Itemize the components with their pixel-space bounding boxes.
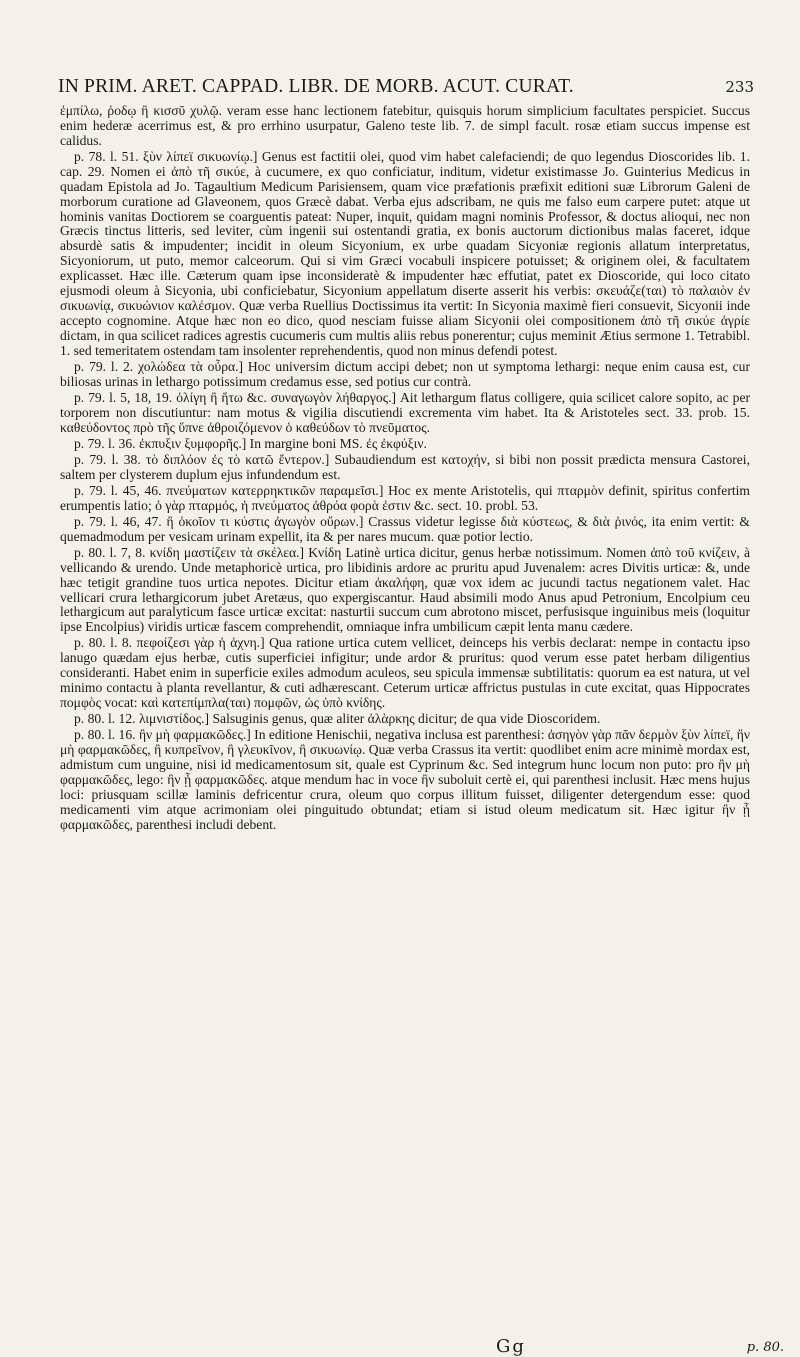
running-head <box>58 76 754 98</box>
note-entry-p80-l8: p. 80. l. 8. πεφοίζεσι γὰρ ἡ ἀχνη.] Qua ratione urtica cutem vellicet, deinceps his verbis declarat: nempe in contactu ipso lanugo quædam ejus herbæ, cutis superficiei infigitur; unde ardor & pruritus: quod verum esse patet herbam diligentius consideranti. Habet enim in superficie exiles admodum aculeos, seu spicula immensæ subtilitatis: quorum ea est natura, ut vel minimo contactu à planta revellantur, & cuti adhærescant. Ceterum urticæ affrictus pustulas in cute excitat, quas Hippocrates πομφὸς vocat: καὶ κατεπίμπλα(ται) πομφῶν, ὡς ὑπὸ κνίδης. <box>60 635 750 711</box>
page-number: 233 <box>725 78 754 96</box>
commentary-body <box>60 104 750 834</box>
note-entry-p80-l16: p. 80. l. 16. ἢν μὴ φαρμακῶδες.] In editione Henischii, negativa inclusa est parenthesi: ἀσηγὸν γὰρ πᾶν δερμὸν ξὺν λίπεϊ, ἢν μὴ φαρμακῶδες, ἢ κυπρεῖνον, ἢ γλευκῖνον, ἢ σικυωνίῳ. Quæ verba Crassus ita vertit: quodlibet enim acre minimè mordax est, admistum cum unguine, nisi id medicamentosum sit, quale est Cyprinum &c. Sed integrum hunc locum non puto: pro ἢν μὴ φαρμακῶδες, lego: ἢν ᾖ φαρμακῶδες. atque mendum hac in voce ἢν suboluit certè ei, qui parenthesi inclusit. Hæc mens hujus loci: priusquam scillæ laminis defricentur crura, oleum quo corpus illitum fuisset, diligenter detergendum esse: quod medicamenti vim atque acrimoniam olei pinguitudo obtundat; etiam si istud oleum medicatum sit. Hæc igitur ἢν ᾖ φαρμακῶδες, parenthesi includi debent. <box>60 727 751 832</box>
running-title: IN PRIM. ARET. CAPPAD. LIBR. DE MORB. ACUT. CURAT. <box>58 76 574 97</box>
note-entry-p79-l2: p. 79. l. 2. χολώδεα τὰ οὖρα.] Hoc universim dictum accipi debet; non ut symptoma lethargi: neque enim causa est, cur biliosas urinas in lethargo potissimum credamus esse, sed potius cur contrà. <box>60 358 750 389</box>
note-entry-p80-l12: p. 80. l. 12. λιμνιστίδος.] Salsuginis genus, quæ aliter ἀλὰρκης dicitur; de qua vide Dioscoridem. <box>74 711 601 727</box>
note-entry-p79-l36: p. 79. l. 36. ἐκπυξιν ξυμφορῆς.] In margine boni MS. ἐς ἐκφύξιν. <box>74 435 427 451</box>
catchword: p. 80. <box>746 1340 784 1355</box>
note-entry-p79-l46: p. 79. l. 46, 47. ἢ ὁκοῖον τι κύστις ἀγωγὸν οὔρων.] Crassus videtur legisse διὰ κύστεως, & διὰ ῥινός, ita enim vertit: & quemadmodum per vesicam urinam expellit, ita & per nares mucum. quæ potior lectio. <box>60 513 750 544</box>
note-entry-p78-l51: p. 78. l. 51. ξὺν λίπεϊ σικυωνίῳ.] Genus est factitii olei, quod vim habet calefaciendi; de quo legendus Dioscorides lib. 1. cap. 29. Nomen ei ἀπὸ τῆ σικύε, à cucumere, ex quo conficiatur, inditum, videtur existimasse Jo. Guinterius Medicus in quadam Epistola ad Jo. Tagaultium Medicum Parisiensem, quam vice præfationis præfixit editioni suæ Librorum Galeni de morborum curatione ad Glaveonem, quos Græcè dabat. Verba ejus adscribam, ne quis me falso eum carpere putet: atque ut hominis vanitas Doctiorem se coarguentis pateat: Nuper, inquit, quidam magni nominis Professor, & doctus alioqui, nec non Græcis tinctus litteris, sed leviter, cùm ingenii sui ostentandi gratia, ex bonis auctorum dictionibus malas faceret, idque absurdè satis & impudenter; incidit in oleum Sicyonium, ex urbe quadam Sicyoniæ regionis allatum interpretatus, Sicyoniorum, ut puto, memor calceorum. Qui si vim Græci vocabuli inspicere potuisset; & originem olei, & facultatem explicasset. Hæc ille. Cæterum quam ipse inconsideratè & impudenter hæc effutiat, patet ex Dioscoride, qui loco citato ejusmodi oleum à Sicyonia, ubi conficiebatur, Sicyonium appellatum diserte asserit his verbis: σκευάζε(ται) τὸ παλαιὸν ἐν σικυωνίᾳ, σικυώνιον καλέσμον. Quæ verba Ruellius Doctissimus ita vertit: In Sicyonia maximè fieri consuevit, Sicyonii inde accepto cognomine. Atque hæc non eo dico, quod nesciam fuisse aliam Sicyonii olei compositionem ἀπὸ τῆ σικύε ἀγρίε dictam, in qua scilicet radices agrestis cucumeris cum multis aliis rebus ponerentur; cujus meminit Ætius sermone 1. Tetrabibl. 1. sed temeritatem ostendam tam insolenter reprehendentis, quod non minus defendi potest. <box>60 148 750 358</box>
paragraph-continuation: ἐμπίλω, ῥοδῳ ἢ κισσῦ χυλῷ. veram esse hanc lectionem fatebitur, quisquis horum simplicium facultates perspiciet. Succus enim hederæ acerrimus est, & pro errhino usurpatur, Galeno teste lib. 7. de simpl facult. rosæ etiam succus impense est calidus. <box>60 103 750 148</box>
note-entry-p79-l5: p. 79. l. 5, 18, 19. ὀλίγη ἢ ἥτω &c. συναγωγὸν λήθαργος.] Ait lethargum flatus colligere, quia scilicet calore sopito, ac per torporem non discutiuntur: nam motus & vigilia discutiendi excrementa vim habet. Ita & Aristoteles sect. 33. prob. 15. καθεύδοντος πρὸ τῆς ὕπνε ἀθροιζόμενον ὁ καθεύδων τὸ πνεῦματος. <box>60 389 750 435</box>
signature-mark: Gg <box>496 1336 526 1357</box>
note-entry-p80-l7: p. 80. l. 7, 8. κνίδη μαστίζειν τὰ σκέλεα.] Κνίδη Latinè urtica dicitur, genus herbæ notissimum. Nomen ἀπὸ τοῦ κνίζειν, à vellicando & urendo. Unde metaphoricè urtica, pro libidinis ardore ac pruritu apud Juvenalem: acres Divitis urticæ: &, unde hæc tetigit grandine tuos urtica nepotes. Dicitur etiam ἀκαλήφη, quæ vox idem ac jucundi tactus negationem valet. Hac vellicari crura lethargicorum jubet Aretæus, quo expergiscantur. Haud absimili modo Anus apud Petronium, Encolpium ceu lethargicum aut paralyticum fasce urticæ excitat: nasturtii succum cum abrotono miscet, perfusisque inguinibus meis (loquitur ipse Encolpius) viridis urticæ fascem comprehendit, omniaque infra umbilicum cæpit lenta manu cædere. <box>60 544 750 635</box>
note-entry-p79-l38: p. 79. l. 38. τὸ διπλόον ἐς τὸ κατῶ ἔντερον.] Subaudiendum est κατοχήν, si bibi non possit prædicta mensura Castorei, saltem per clysterem duplum ejus infundendum est. <box>60 451 750 482</box>
note-entry-p79-l45: p. 79. l. 45, 46. πνεύματων κατερρηκτικῶν παραμεῖσι.] Hoc ex mente Aristotelis, qui πταρμὸν definit, spiritus confertim erumpentis latio; ὁ γὰρ πταρμός, ἡ πνεύματος ἀθρόα φορὰ ἐστιν &c. sect. 10. probl. 53. <box>60 482 750 513</box>
